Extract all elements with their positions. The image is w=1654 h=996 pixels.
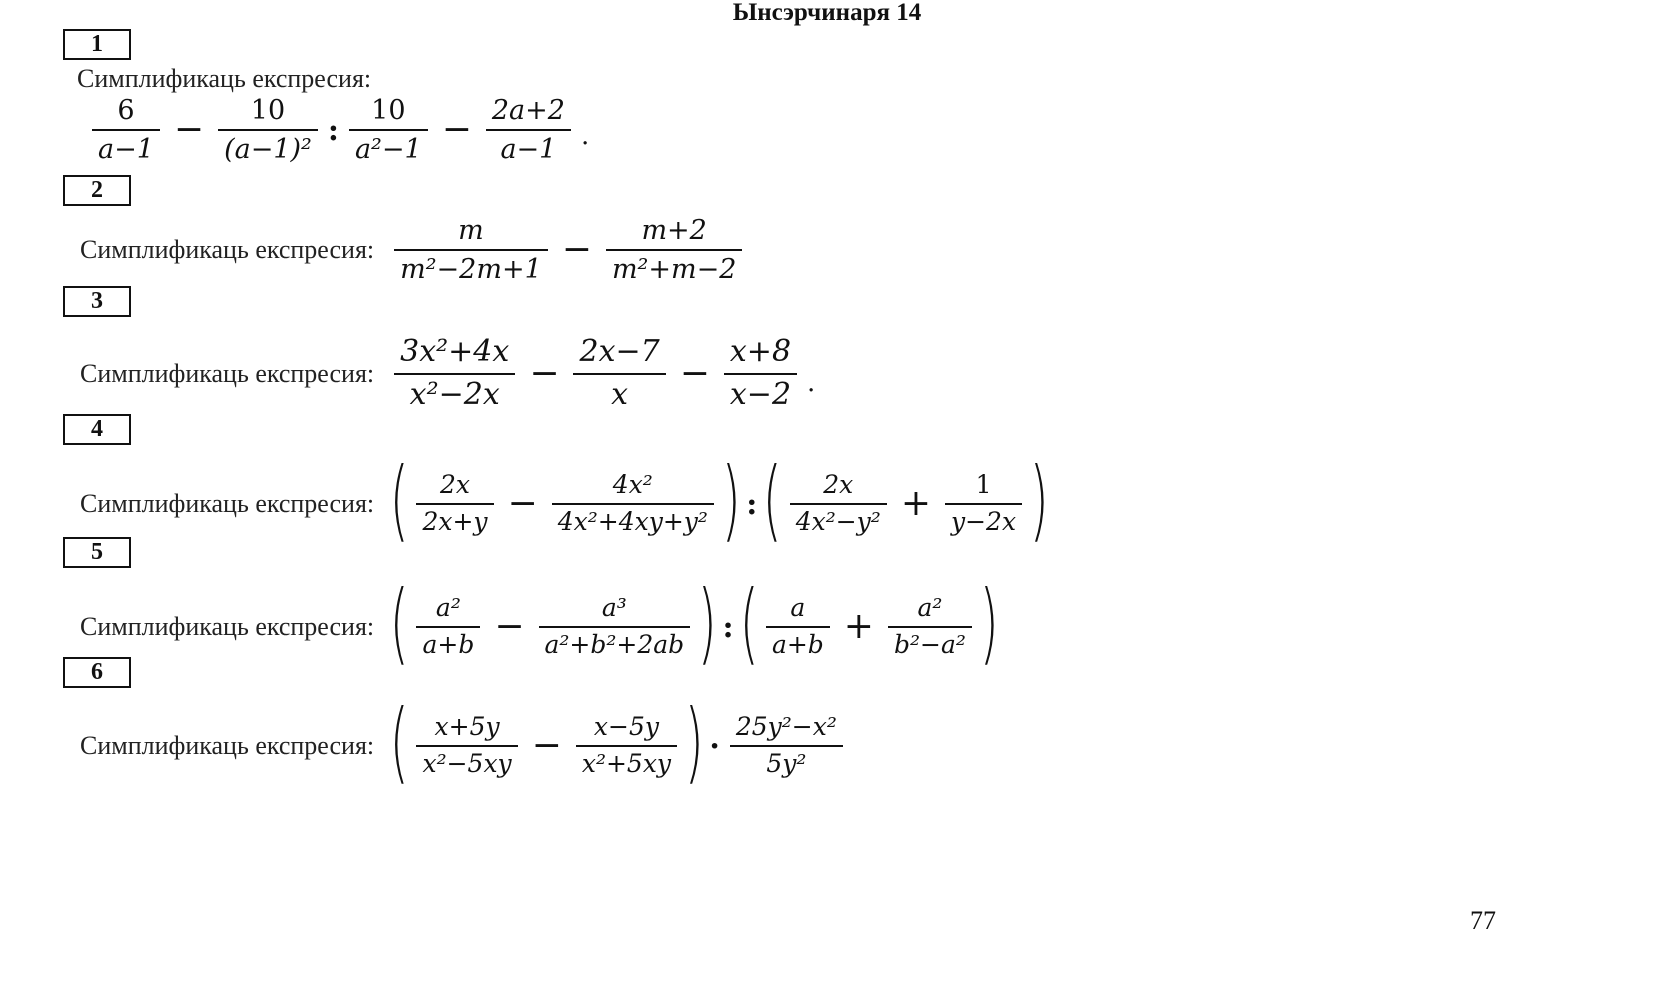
fraction: $\frac{x+8}{x-2}$ xyxy=(724,335,797,412)
task-5-expression xyxy=(388,571,1000,674)
fraction: $\frac{x-5y}{\text{x²+5xy}}$ xyxy=(576,713,677,779)
task-6-expression xyxy=(388,690,849,793)
fraction: $\frac{m+2}{\text{m²+m−2}}$ xyxy=(606,215,742,285)
task-5-instruction: Симплификаць експресия: xyxy=(80,612,375,641)
right-paren: ) xyxy=(684,690,704,793)
task-2-row xyxy=(80,215,748,285)
task-5-row xyxy=(80,571,1000,674)
fraction: $\frac{10}{\text{(a−1)²}}$ xyxy=(218,95,318,165)
page-number: 77 xyxy=(1470,906,1496,935)
fraction: $\frac{\text{a²}}{a+b}$ xyxy=(416,594,480,660)
fraction: $\frac{\text{25y²−x²}}{\text{5y²}}$ xyxy=(730,713,843,779)
task-4-row xyxy=(80,448,1050,551)
task-3-expression xyxy=(388,335,815,412)
operator: − xyxy=(441,109,472,151)
task-2-instruction: Симплификаць експресия: xyxy=(80,235,375,265)
right-paren: ) xyxy=(697,571,717,674)
fraction: $\frac{\text{a²}}{\text{b²−a²}}$ xyxy=(888,594,972,660)
period: . xyxy=(580,121,590,152)
task-number-3: 3 xyxy=(63,286,131,317)
fraction: $\frac{\text{a³}}{\text{a²+b²+2ab}}$ xyxy=(539,594,691,660)
task-1-instruction: Симплификаць експресия: xyxy=(77,64,372,93)
task-number-1: 1 xyxy=(63,29,131,60)
fraction: $\frac{a}{a+b}$ xyxy=(766,594,830,660)
task-1-expression xyxy=(86,95,589,165)
left-paren: ( xyxy=(389,690,409,793)
operator: : xyxy=(722,609,734,645)
right-paren: ) xyxy=(721,448,741,551)
operator: − xyxy=(561,229,592,271)
task-4-expression xyxy=(388,448,1050,551)
task-4-instruction: Симплификаць експресия: xyxy=(80,489,375,518)
fraction: $\frac{2x}{2x+y}$ xyxy=(416,471,493,537)
fraction: $\frac{2x-7}{x}$ xyxy=(573,335,665,412)
period: . xyxy=(807,368,816,398)
task-6-row xyxy=(80,690,849,793)
right-paren: ) xyxy=(979,571,999,674)
fraction: $\frac{x+5y}{\text{x²−5xy}}$ xyxy=(416,713,517,779)
left-paren: ( xyxy=(763,448,782,551)
operator: · xyxy=(709,728,720,764)
task-2-expression xyxy=(388,215,748,285)
operator: + xyxy=(900,483,931,524)
fraction: $\frac{1}{y-2x}$ xyxy=(945,471,1022,537)
operator: : xyxy=(327,112,339,148)
task-number-2: 2 xyxy=(63,175,131,206)
page-title: Ынсэрчинаря 14 xyxy=(732,0,922,26)
operator: − xyxy=(507,483,538,524)
fraction: $\frac{2a+2}{a-1}$ xyxy=(486,95,571,165)
fraction: $\frac{2x}{\text{4x²−y²}}$ xyxy=(790,471,887,537)
operator: − xyxy=(679,352,710,394)
left-paren: ( xyxy=(389,571,409,674)
left-paren: ( xyxy=(739,571,759,674)
operator: − xyxy=(494,606,525,647)
fraction: $\frac{\text{3x²+4x}}{\text{x²−2x}}$ xyxy=(394,335,515,412)
fraction: $\frac{m}{\text{m²−2m+1}}$ xyxy=(394,215,548,285)
fraction: $\frac{10}{\text{a²−1}}$ xyxy=(349,95,428,165)
left-paren: ( xyxy=(389,448,409,551)
operator: − xyxy=(529,352,560,394)
task-1-instruction-row xyxy=(77,64,385,94)
task-3-instruction: Симплификаць експресия: xyxy=(80,358,375,388)
operator: : xyxy=(746,486,758,522)
task-number-6: 6 xyxy=(63,657,131,688)
operator: − xyxy=(531,725,562,766)
task-3-row xyxy=(80,335,815,412)
task-6-instruction: Симплификаць експресия: xyxy=(80,731,375,760)
operator: + xyxy=(843,606,874,647)
fraction: $\frac{6}{a-1}$ xyxy=(92,95,160,165)
operator: − xyxy=(173,109,205,151)
right-paren: ) xyxy=(1029,448,1049,551)
task-number-5: 5 xyxy=(63,537,131,568)
fraction: $\frac{\text{4x²}}{\text{4x²+4xy+y²}}$ xyxy=(552,471,714,537)
task-number-4: 4 xyxy=(63,414,131,445)
